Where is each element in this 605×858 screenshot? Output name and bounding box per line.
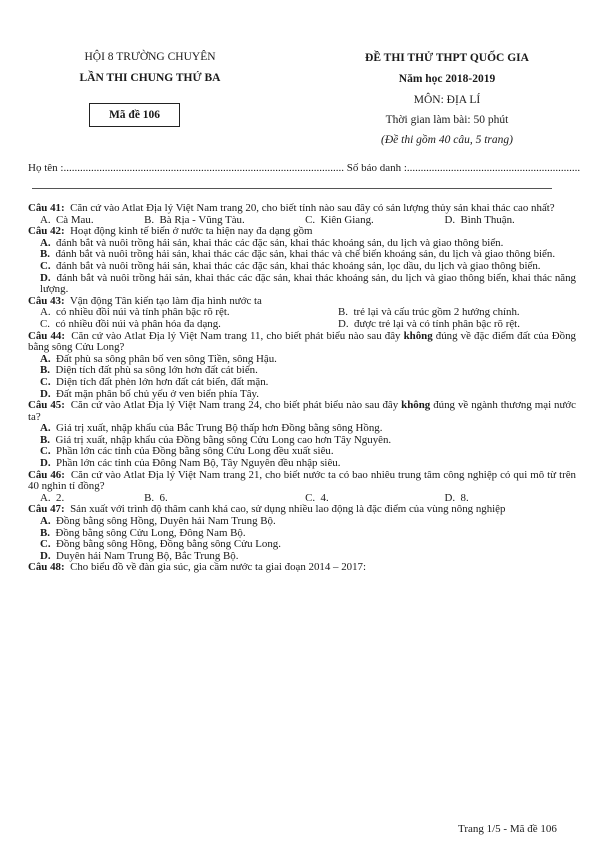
- page-footer: Trang 1/5 - Mã đề 106: [458, 823, 557, 835]
- option-label: C.: [40, 259, 51, 272]
- candidate-info-row: [28, 162, 580, 174]
- option-text: đánh bắt và nuôi trồng hải sản, khai thác các đặc sản, khai thác khoáng sản, du lịch và giao thông biển.: [56, 236, 504, 249]
- question-45: [28, 400, 576, 423]
- question-label: Câu 44:: [28, 329, 65, 342]
- option-text: trẻ lại và cấu trúc gồm 2 hướng chính.: [353, 306, 520, 319]
- option-label: B.: [40, 248, 50, 261]
- answer-option-d[interactable]: [444, 215, 576, 227]
- question-label: Câu 45:: [28, 399, 65, 412]
- option-text: được trẻ lại và có tính phân bậc rõ rệt.: [354, 317, 520, 330]
- option-text: Diện tích đất phù sa sông lớn hơn đất cát biển.: [55, 364, 258, 377]
- question-text: Căn cứ vào Atlat Địa lý Việt Nam trang 11, cho biết phát biểu nào sau đây: [71, 329, 404, 342]
- name-label: Họ tên :: [28, 162, 64, 174]
- option-text: Duyên hải Nam Trung Bộ, Bắc Trung Bộ.: [56, 549, 239, 562]
- question-label: Câu 43:: [28, 294, 65, 307]
- option-text: 2.: [56, 491, 65, 504]
- option-label: A.: [40, 306, 51, 319]
- option-text: 8.: [460, 491, 469, 504]
- option-text: Đồng bằng sông Hồng, Duyên hải Nam Trung Bộ.: [56, 515, 276, 528]
- header-divider: [32, 188, 552, 189]
- option-label: D.: [444, 491, 456, 504]
- option-label: D.: [40, 387, 51, 400]
- option-text: Đồng bằng sông Hồng, Đồng bằng sông Cửu Long.: [56, 538, 281, 551]
- option-label: D.: [40, 457, 51, 470]
- option-text: Bình Thuận.: [460, 213, 515, 226]
- option-text: Đất phù sa sông phân bố ven sông Tiền, sông Hậu.: [56, 352, 277, 365]
- school-group-title: HỘI 8 TRƯỜNG CHUYÊN: [84, 51, 216, 63]
- option-label: A.: [40, 236, 51, 249]
- question-text: Hoạt động kinh tế biển ở nước ta hiện nay đa dạng gồm: [70, 225, 313, 238]
- question-label: Câu 41:: [28, 202, 65, 214]
- answer-option-c[interactable]: [305, 215, 444, 227]
- question-label: Câu 46:: [28, 468, 65, 481]
- option-label: B.: [144, 213, 155, 226]
- question-text: Căn cứ vào Atlat Địa lý Việt Nam trang 20, cho biết tỉnh nào sau đây có sản lượng thủy sản khai thác cao nhất?: [70, 202, 555, 214]
- option-label: B.: [40, 364, 50, 377]
- answer-option-d[interactable]: [28, 273, 576, 296]
- exam-title: ĐỀ THI THỬ THPT QUỐC GIA: [365, 52, 529, 64]
- option-text: Bà Rịa - Vũng Tàu.: [159, 213, 245, 226]
- option-text: đánh bắt và nuôi trồng hải sản, khai thác các đặc sản, khai thác và chế biến khoáng sản, du lịch và giao thông biển.: [55, 248, 556, 261]
- option-text: 4.: [320, 491, 329, 504]
- option-text: Cà Mau.: [56, 213, 94, 226]
- option-label: C.: [40, 375, 51, 388]
- question-48: [28, 562, 576, 574]
- option-label: B.: [40, 433, 50, 446]
- option-text: Giá trị xuất, nhập khẩu của Đồng bằng sông Cửu Long cao hơn Tây Nguyên.: [55, 433, 392, 446]
- question-emphasis: không: [403, 329, 433, 342]
- option-label: D.: [40, 271, 51, 284]
- question-emphasis: không: [401, 399, 431, 412]
- option-label: A.: [40, 422, 51, 435]
- option-label: C.: [40, 538, 51, 551]
- question-list: [28, 203, 576, 574]
- option-label: D.: [338, 317, 349, 330]
- exam-round-title: LẦN THI CHUNG THỨ BA: [79, 72, 221, 84]
- question-text: Căn cứ vào Atlat Địa lý Việt Nam trang 21, cho biết nước ta có bao nhiêu trung tâm công nghiệp có qui mô từ trên 40 nghìn tỉ đồng?: [28, 468, 576, 493]
- option-label: A.: [40, 491, 51, 504]
- option-text: Phần lớn các tỉnh của Đồng bằng sông Cửu Long đều xuất siêu.: [56, 445, 334, 458]
- subject: MÔN: ĐỊA LÍ: [413, 94, 481, 106]
- option-label: A.: [40, 515, 51, 528]
- option-label: D.: [444, 213, 456, 226]
- question-44: [28, 331, 576, 354]
- option-label: B.: [40, 526, 50, 539]
- option-label: C.: [40, 445, 51, 458]
- option-label: C.: [40, 317, 50, 330]
- option-label: B.: [338, 306, 348, 319]
- option-text: Đất mặn phân bố chủ yếu ở ven biển phía Tây.: [56, 387, 259, 400]
- option-text: Giá trị xuất, nhập khẩu của Bắc Trung Bộ thấp hơn Đồng bằng sông Hồng.: [56, 422, 383, 435]
- school-year: Năm học 2018-2019: [398, 73, 496, 85]
- option-label: A.: [40, 352, 51, 365]
- option-text: Đồng bằng sông Cửu Long, Đông Nam Bộ.: [55, 526, 246, 539]
- name-field: ......................................................................................................: [63, 162, 344, 174]
- option-text: Phần lớn các tỉnh của Đông Nam Bộ, Tây Nguyên đều nhập siêu.: [56, 457, 341, 470]
- exam-code-box: Mã đề 106: [89, 103, 180, 127]
- option-text: Diện tích đất phèn lớn hơn đất cát biển, đất mặn.: [56, 375, 269, 388]
- option-text: có nhiều đồi núi và phân hóa đa dạng.: [55, 317, 221, 330]
- candidate-id-field: ...............................................................: [406, 162, 581, 174]
- option-text: đánh bắt và nuôi trồng hải sản, khai thác các đặc sản, khai thác khoáng sản, lọc dầu, du lịch và giao thông biển.: [56, 259, 541, 272]
- candidate-id-label: Số báo danh :: [346, 162, 407, 174]
- option-label: C.: [305, 491, 316, 504]
- exam-note: (Đề thi gồm 40 câu, 5 trang): [381, 134, 513, 146]
- question-label: Câu 42:: [28, 225, 65, 238]
- option-text: 6.: [159, 491, 168, 504]
- question-label: Câu 47:: [28, 503, 65, 516]
- question-text: đúng về đặc điểm đất của Đồng bằng sông Cửu Long?: [28, 329, 576, 354]
- option-label: D.: [40, 549, 51, 562]
- option-label: C.: [305, 213, 316, 226]
- option-text: có nhiều đồi núi và tính phân bậc rõ rệt.: [56, 306, 230, 319]
- option-label: B.: [144, 491, 155, 504]
- option-text: đánh bắt và nuôi trồng hải sản, khai thác các đặc sản, khai thác khoáng sản, du lịch và giao thông biển, khai thác năng lượng.: [40, 271, 577, 296]
- question-text: Cho biểu đồ về đàn gia súc, gia cầm nước ta giai đoạn 2014 – 2017:: [70, 561, 367, 574]
- question-text: Vận động Tân kiến tạo làm địa hình nước ta: [69, 294, 262, 307]
- question-text: đúng về ngành thương mại nước ta?: [28, 399, 576, 423]
- option-text: Kiên Giang.: [320, 213, 374, 226]
- question-46: [28, 470, 576, 493]
- question-label: Câu 48:: [28, 561, 65, 574]
- question-text: Căn cứ vào Atlat Địa lý Việt Nam trang 24, cho biết phát biểu nào sau đây: [70, 399, 402, 412]
- option-label: A.: [40, 213, 51, 226]
- time-limit: Thời gian làm bài: 50 phút: [385, 114, 509, 126]
- question-text: Sản xuất với trình độ thâm canh khá cao, sử dụng nhiều lao động là đặc điểm của vùng nông nghiệp: [70, 503, 506, 516]
